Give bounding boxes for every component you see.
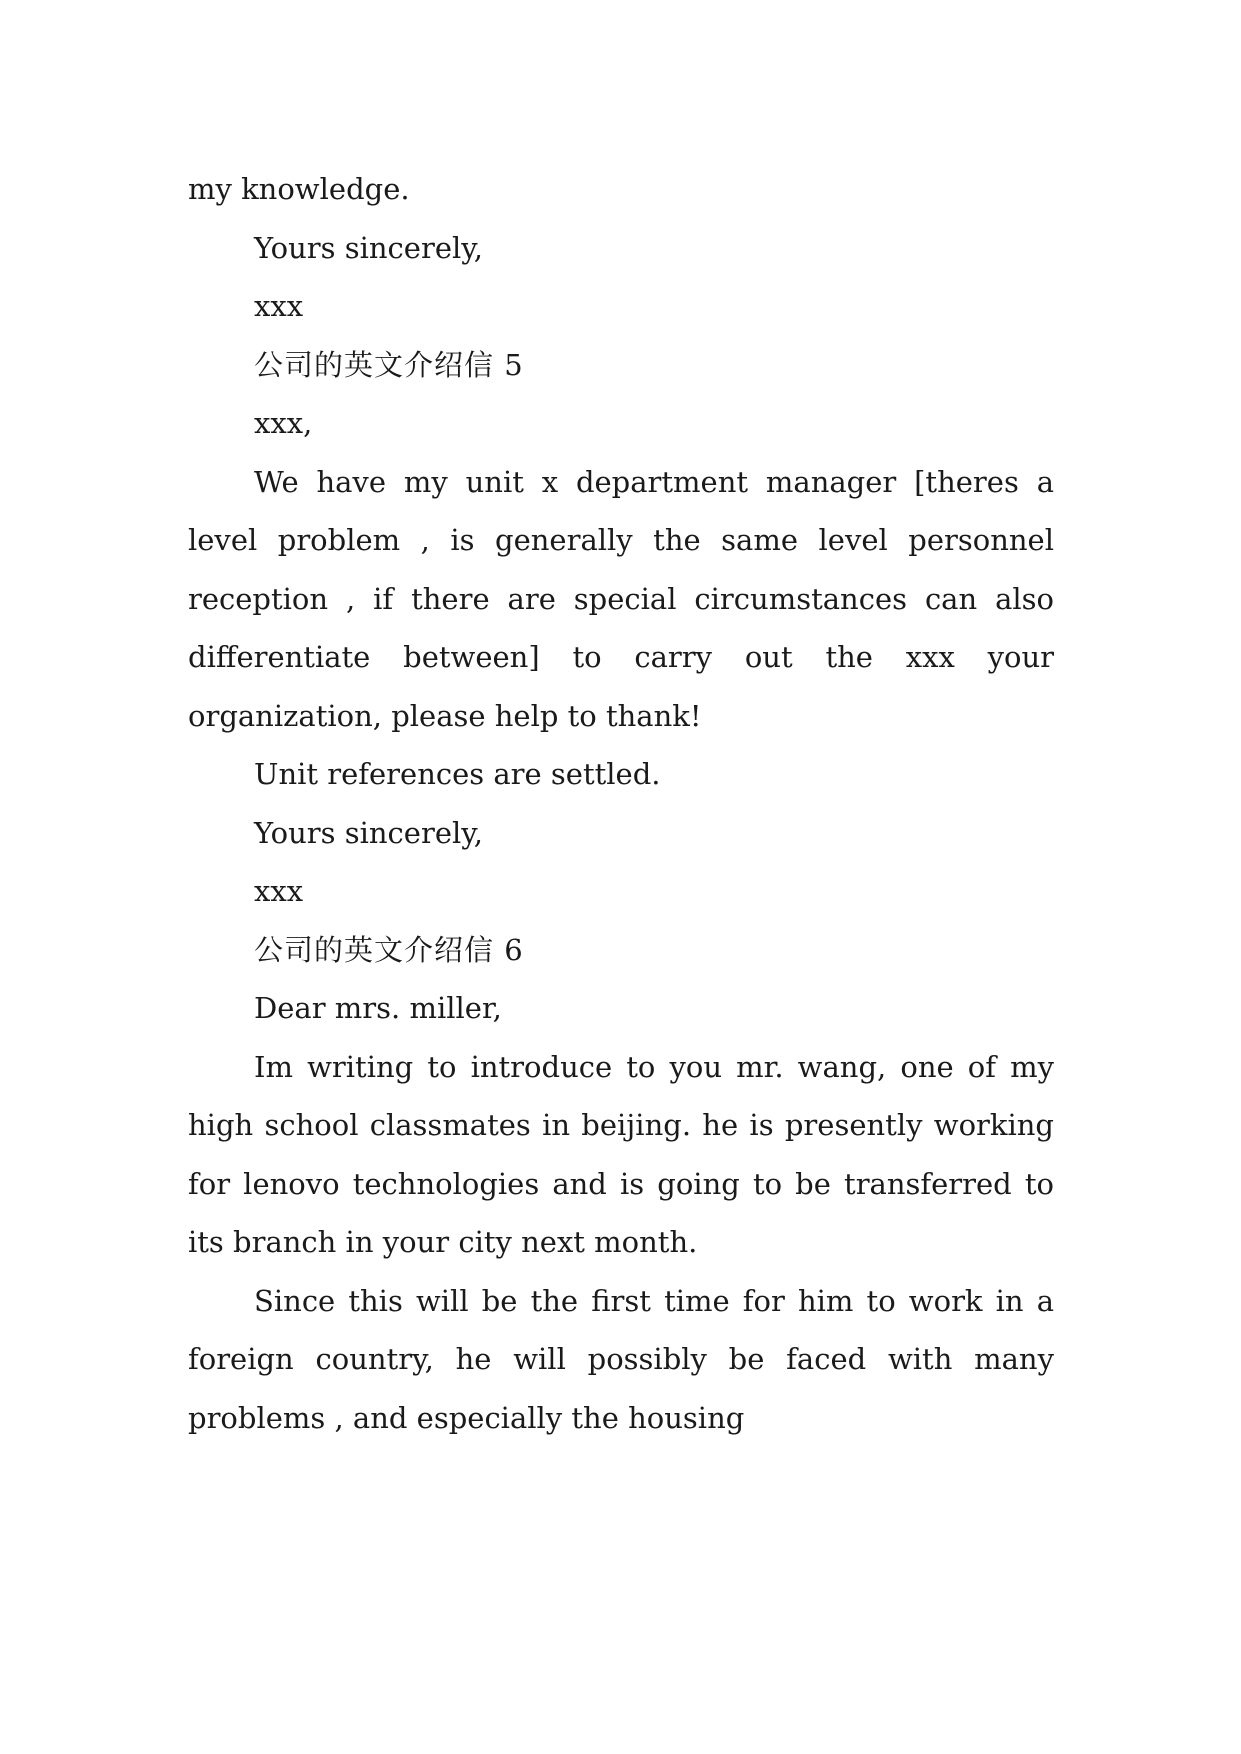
text-line: Unit references are settled.: [254, 757, 661, 791]
body-paragraph: Since this will be the first time for him to work in a foreign country, he will possibly be faced with many problems , and especially the housing: [188, 1283, 1054, 1435]
section-heading: 公司的英文介绍信 5: [254, 347, 524, 382]
section-heading: 公司的英文介绍信 6: [254, 932, 524, 967]
document-body: [188, 160, 1054, 1447]
body-paragraph: We have my unit x department manager [theres a level problem , is generally the same level personnel reception , if there are special circumstances can also differentiate between] to carry out the xxx your organization, please help to thank!: [188, 464, 1054, 733]
text-line: my knowledge.: [188, 172, 410, 206]
salutation-line: Dear mrs. miller,: [254, 991, 502, 1025]
salutation-line: xxx,: [254, 406, 313, 440]
closing-line: Yours sincerely,: [254, 815, 484, 850]
signature-line: xxx: [254, 289, 304, 323]
closing-line: Yours sincerely,: [254, 230, 484, 265]
body-paragraph: Im writing to introduce to you mr. wang, one of my high school classmates in beijing. he is presently working for lenovo technologies and is going to be transferred to its branch in your city next month.: [188, 1049, 1054, 1259]
signature-line: xxx: [254, 874, 304, 908]
